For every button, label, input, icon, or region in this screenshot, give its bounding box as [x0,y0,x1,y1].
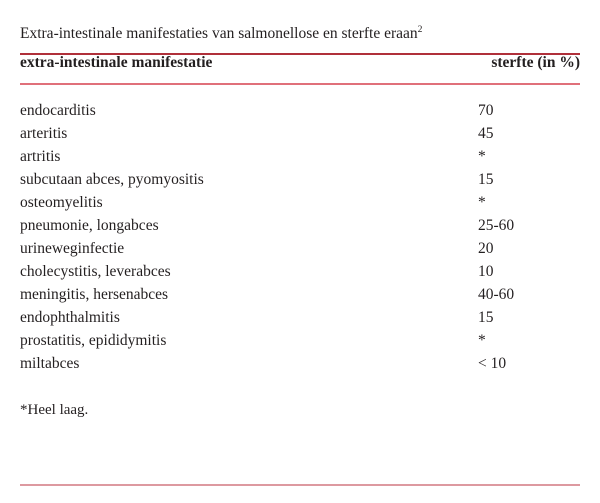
cell-sterfte: < 10 [478,354,507,372]
cell-sterfte: 15 [478,170,494,188]
table-row [20,145,580,168]
cell-sterfte: * [478,147,486,165]
cell-sterfte: 25-60 [478,216,515,234]
cell-manifestatie: arteritis [20,124,68,142]
table-row [20,214,580,237]
table-caption [20,0,580,43]
cell-manifestatie: meningitis, hersenabces [20,285,169,303]
cell-manifestatie: subcutaan abces, pyomyositis [20,170,204,188]
column-header-sterfte: sterfte (in %) [491,54,580,72]
cell-manifestatie: pneumonie, longabces [20,216,159,234]
cell-manifestatie: endophthalmitis [20,308,120,326]
table-body [20,85,580,375]
cell-manifestatie: endocarditis [20,101,96,119]
cell-manifestatie: osteomyelitis [20,193,103,211]
table-row [20,168,580,191]
cell-sterfte: 15 [478,308,494,326]
cell-sterfte: 20 [478,239,494,257]
table-row [20,352,580,375]
cell-sterfte: 10 [478,262,494,280]
cell-manifestatie: cholecystitis, leverabces [20,262,171,280]
cell-sterfte: 40-60 [478,285,515,303]
table-footnote: *Heel laag. [20,401,89,418]
table-row [20,237,580,260]
cell-sterfte: * [478,331,486,349]
table-row [20,329,580,352]
cell-sterfte: 45 [478,124,494,142]
column-header-manifestatie: extra-intestinale manifestatie [20,54,213,72]
data-table [20,55,580,71]
table-row [20,283,580,306]
rule-bottom [20,484,580,486]
cell-manifestatie: miltabces [20,354,80,372]
cell-sterfte: 70 [478,101,494,119]
table-header-row [20,55,580,71]
cell-manifestatie: prostatitis, epididymitis [20,331,167,349]
data-table-body [20,85,580,375]
table-row [20,260,580,283]
cell-manifestatie: artritis [20,147,61,165]
table-row [20,306,580,329]
cell-sterfte: * [478,193,486,211]
table-row [20,191,580,214]
caption-text: Extra-intestinale manifestaties van salmonellose en sterfte eraan [20,25,418,42]
table-row [20,122,580,145]
table-row [20,85,580,122]
cell-manifestatie: urineweginfectie [20,239,125,257]
caption-footnote-marker: 2 [417,23,423,35]
table-header [20,55,580,71]
